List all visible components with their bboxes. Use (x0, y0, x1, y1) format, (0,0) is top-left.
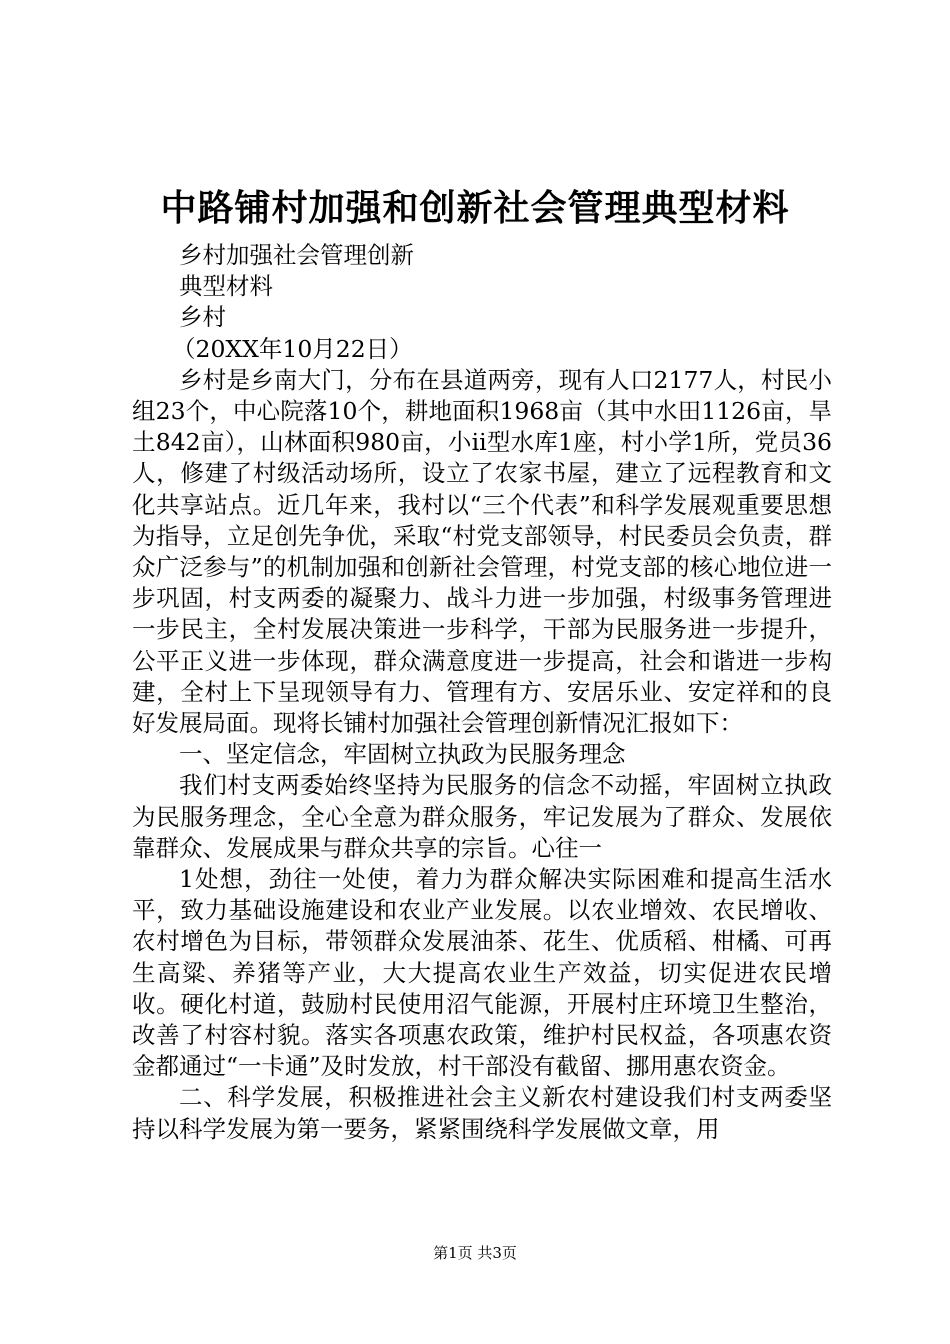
subtitle-line: 乡村加强社会管理创新 (179, 241, 414, 269)
section-heading: 二、科学发展，积极推进社会主义新农村建设我们村支两委坚持以科学发展为第一要务，紧紧围绕科学发展做文章，用 (132, 1083, 832, 1143)
subtitle-line: 典型材料 (179, 272, 273, 301)
body-paragraph: 乡村是乡南大门，分布在县道两旁，现有人口2177人，村民小组23个，中心院落10个，耕地面积1968亩（其中水田1126亩，旱土842亩），山林面积980亩，小ii型水库1座，村小学1所，党员36人，修建了村级活动场所，设立了农家书屋，建立了远程教育和文化共享站点。近几年来，我村以“三个代表”和科学发展观重要思想为指导，立足创先争优，采取“村党支部领导，村民委员会负责，群众广泛参与”的机制加强和创新社会管理，村党支部的核心地位进一步巩固，村支两委的凝聚力、战斗力进一步加强，村级事务管理进一步民主，全村发展决策进一步科学，干部为民服务进一步提升，公平正义进一步体现，群众满意度进一步提高，社会和谐进一步构建，全村上下呈现领导有力、管理有方、安居乐业、安定祥和的良好发展局面。现将长铺村加强社会管理创新情况汇报如下： (132, 365, 832, 738)
body-paragraph: 我们村支两委始终坚持为民服务的信念不动摇，牢固树立执政为民服务理念，全心全意为群众服务，牢记发展为了群众、发展依靠群众、发展成果与群众共享的宗旨。心往一 (132, 771, 832, 862)
document-body (132, 240, 832, 1145)
author-line: 乡村 (179, 303, 226, 332)
page-footer: 第1页 共3页 (433, 1244, 517, 1262)
body-paragraph: 1处想，劲往一处使，着力为群众解决实际困难和提高生活水平，致力基础设施建设和农业产业发展。以农业增效、农民增收、农村增色为目标，带领群众发展油茶、花生、优质稻、柑橘、可再生高粱、养猪等产业，大大提高农业生产效益，切实促进农民增收。硬化村道，鼓励村民使用沼气能源，开展村庄环境卫生整治，改善了村容村貌。落实各项惠农政策，维护村民权益，各项惠农资金都通过“一卡通”及时发放，村干部没有截留、挪用惠农资金。 (132, 865, 832, 1081)
document-title: 中路铺村加强和创新社会管理典型材料 (160, 187, 790, 229)
section-heading: 一、坚定信念，牢固树立执政为民服务理念 (179, 740, 626, 769)
date-line: （20XX年10月22日） (172, 334, 413, 363)
